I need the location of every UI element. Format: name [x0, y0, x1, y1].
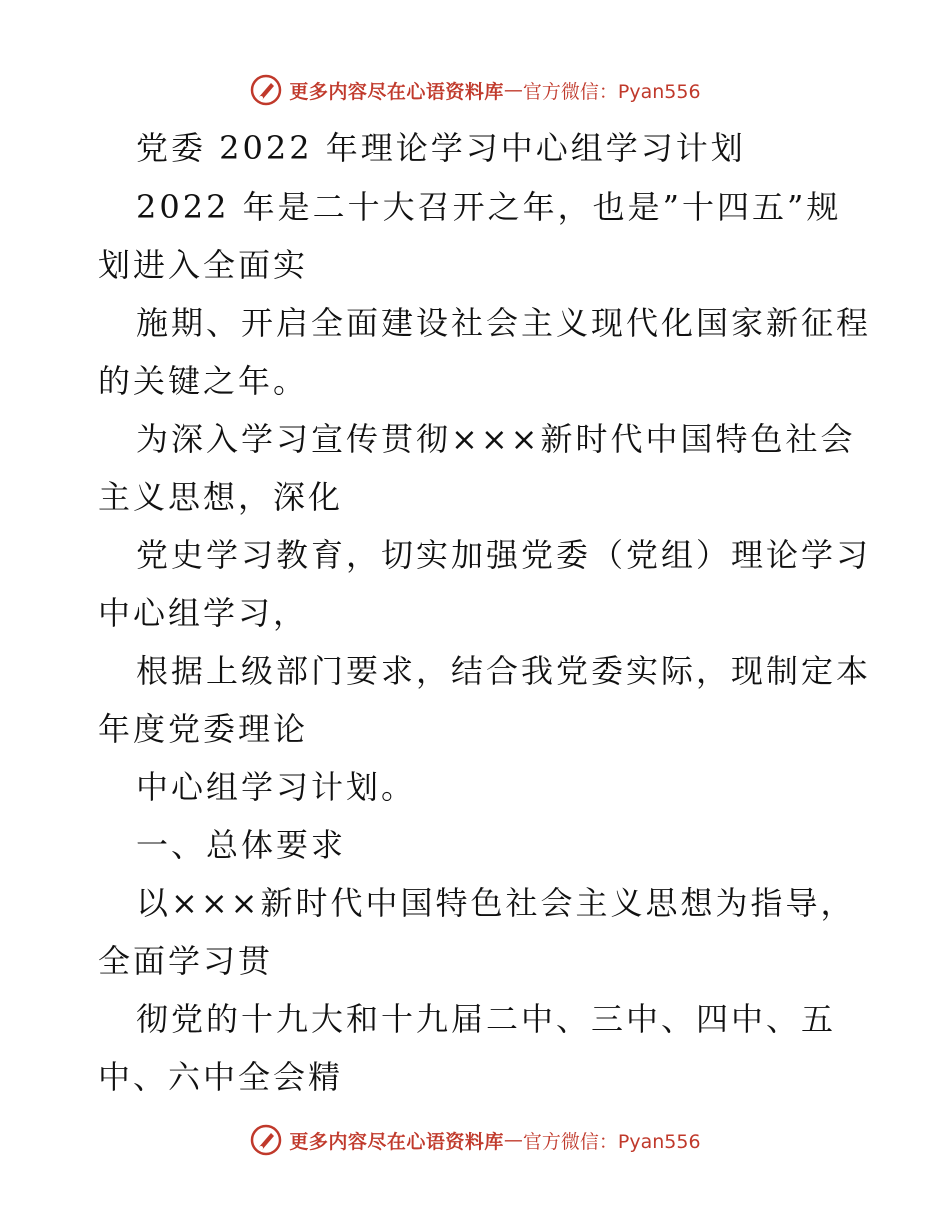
paragraph-line: 彻党的十九大和十九届二中、三中、四中、五 — [136, 1000, 837, 1038]
paragraph-line: 2022 年是二十大召开之年，也是”十四五”规 — [136, 188, 842, 226]
paragraph-line: 全面学习贯 — [98, 942, 274, 980]
paragraph-line: 中心组学习计划。 — [136, 768, 417, 806]
paragraph-line: 中、六中全会精 — [98, 1058, 344, 1096]
paragraph-line: 施期、开启全面建设社会主义现代化国家新征程 — [136, 304, 872, 342]
watermark-text: 更多内容尽在心语资料库 — [289, 80, 504, 103]
watermark-contact: 官方微信：Pyan556 — [522, 1130, 701, 1153]
paragraph-line: 主义思想，深化 — [98, 478, 344, 516]
paragraph-line: 年度党委理论 — [98, 710, 309, 748]
watermark-text: 更多内容尽在心语资料库 — [289, 1130, 504, 1153]
watermark-contact: 官方微信：Pyan556 — [522, 80, 701, 103]
document-title: 党委 2022 年理论学习中心组学习计划 — [136, 129, 746, 167]
paragraph-line: 的关键之年。 — [98, 362, 309, 400]
watermark-dash: — — [503, 79, 523, 101]
pen-nib-logo-icon — [249, 1123, 283, 1157]
paragraph-line: 以×××新时代中国特色社会主义思想为指导， — [136, 884, 856, 922]
section-heading: 一、总体要求 — [136, 826, 347, 864]
paragraph-line: 党史学习教育，切实加强党委（党组）理论学习 — [136, 536, 872, 574]
watermark-dash: — — [503, 1129, 523, 1151]
footer-watermark — [0, 1120, 950, 1160]
paragraph-line: 为深入学习宣传贯彻×××新时代中国特色社会 — [136, 420, 856, 458]
pen-nib-logo-icon — [249, 73, 283, 107]
paragraph-line: 划进入全面实 — [98, 246, 309, 284]
paragraph-line: 根据上级部门要求，结合我党委实际，现制定本 — [136, 652, 872, 690]
paragraph-line: 中心组学习， — [98, 594, 309, 632]
header-watermark — [0, 70, 950, 110]
